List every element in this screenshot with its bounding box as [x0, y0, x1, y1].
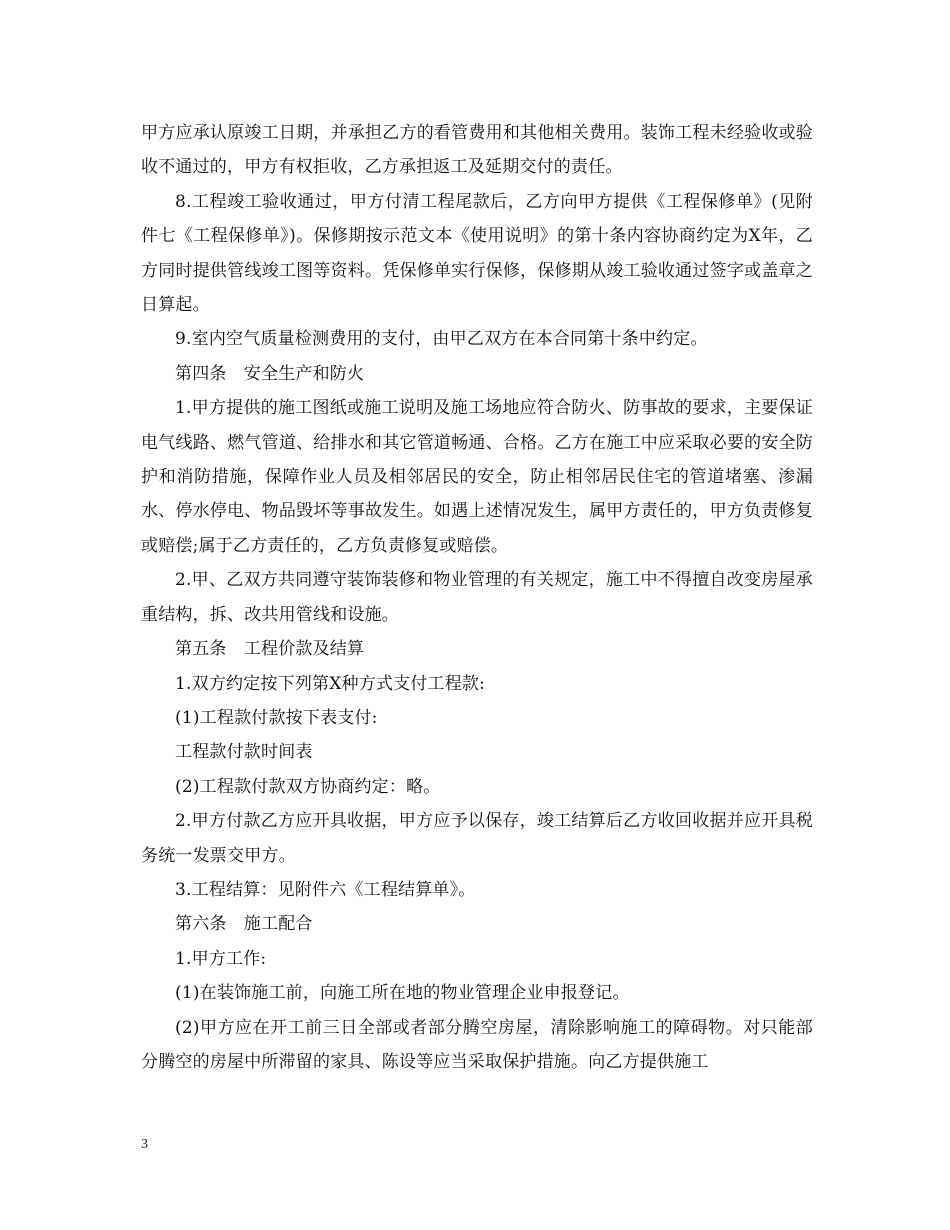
paragraph: (2)工程款付款双方协商约定：略。 [175, 776, 441, 797]
paragraph: 3.工程结算：见附件六《工程结算单》。 [175, 879, 476, 900]
paragraph: 1.甲方工作: [175, 948, 267, 969]
paragraph: 第五条 工程价款及结算 [175, 639, 365, 660]
paragraph: (1)工程款付款按下表支付: [175, 707, 378, 728]
paragraph: 第六条 施工配合 [175, 914, 313, 935]
paragraph: 8.工程竣工验收通过，甲方付清工程尾款后，乙方向甲方提供《工程保修单》(见附件七《工程保修单》)。保修期按示范文本《使用说明》的第十条内容协商约定为X年，乙方同时提供管线竣工图等资料。凭保修单实行保修，保修期从竣工验收通过签字或盖章之日算起。 [141, 191, 813, 316]
paragraph: 第四条 安全生产和防火 [175, 363, 365, 384]
paragraph: 工程款付款时间表 [175, 742, 313, 763]
paragraph: 2.甲、乙双方共同遵守装饰装修和物业管理的有关规定，施工中不得擅自改变房屋承重结构，拆、改共用管线和设施。 [141, 570, 813, 625]
paragraph: (2)甲方应在开工前三日全部或者部分腾空房屋，清除影响施工的障碍物。对只能部分腾空的房屋中所滞留的家具、陈设等应当采取保护措施。向乙方提供施工 [141, 1017, 813, 1072]
page-number: 3 [141, 1137, 148, 1152]
paragraph: 2.甲方付款乙方应开具收据，甲方应予以保存，竣工结算后乙方收回收据并应开具税务统一发票交甲方。 [141, 811, 813, 866]
paragraph: 9.室内空气质量检测费用的支付，由甲乙双方在本合同第十条中约定。 [175, 329, 708, 350]
paragraph: 1.甲方提供的施工图纸或施工说明及施工场地应符合防火、防事故的要求，主要保证电气线路、燃气管道、给排水和其它管道畅通、合格。乙方在施工中应采取必要的安全防护和消防措施，保障作业人员及相邻居民的安全，防止相邻居民住宅的管道堵塞、渗漏水、停水停电、物品毁坏等事故发生。如遇上述情况发生，属甲方责任的，甲方负责修复或赔偿;属于乙方责任的，乙方负责修复或赔偿。 [141, 398, 813, 556]
paragraph: 甲方应承认原竣工日期，并承担乙方的看管费用和其他相关费用。装饰工程未经验收或验收不通过的，甲方有权拒收，乙方承担返工及延期交付的责任。 [141, 123, 813, 178]
paragraph: (1)在装饰施工前，向施工所在地的物业管理企业申报登记。 [175, 983, 630, 1004]
paragraph: 1.双方约定按下列第X种方式支付工程款: [175, 673, 486, 694]
document-body [141, 116, 813, 1079]
